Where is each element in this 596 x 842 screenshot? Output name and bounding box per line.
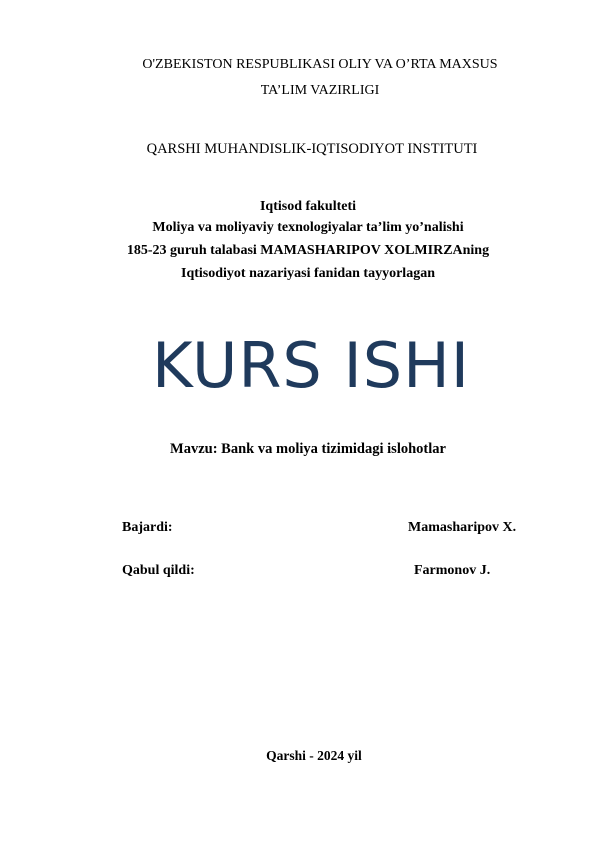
- student-line: 185-23 guruh talabasi MAMASHARIPOV XOLMIRZAning: [126, 243, 490, 258]
- accepted-by-label: Qabul qildi:: [122, 563, 195, 578]
- ministry-line-2: TA’LIM VAZIRLIGI: [260, 83, 380, 98]
- faculty-name: Iqtisod fakulteti: [259, 199, 357, 214]
- ministry-line-1: O'ZBEKISTON RESPUBLIKASI OLIY VA O’RTA MAXSUS: [142, 57, 498, 72]
- direction-name: Moliya va moliyaviy texnologiyalar ta’lim yo’nalishi: [152, 220, 464, 235]
- accepted-by-value: Farmonov J.: [414, 563, 491, 578]
- place-year-footer: Qarshi - 2024 yil: [266, 748, 362, 763]
- performed-by-label: Bajardi:: [122, 520, 173, 535]
- subject-line: Iqtisodiyot nazariyasi fanidan tayyorlagan: [181, 266, 435, 281]
- topic-line: Mavzu: Bank va moliya tizimidagi islohotlar: [170, 441, 446, 457]
- document-title: KURS ISHI: [151, 329, 471, 402]
- institute-name: QARSHI MUHANDISLIK-IQTISODIYOT INSTITUTI: [146, 141, 478, 157]
- performed-by-value: Mamasharipov X.: [408, 520, 517, 535]
